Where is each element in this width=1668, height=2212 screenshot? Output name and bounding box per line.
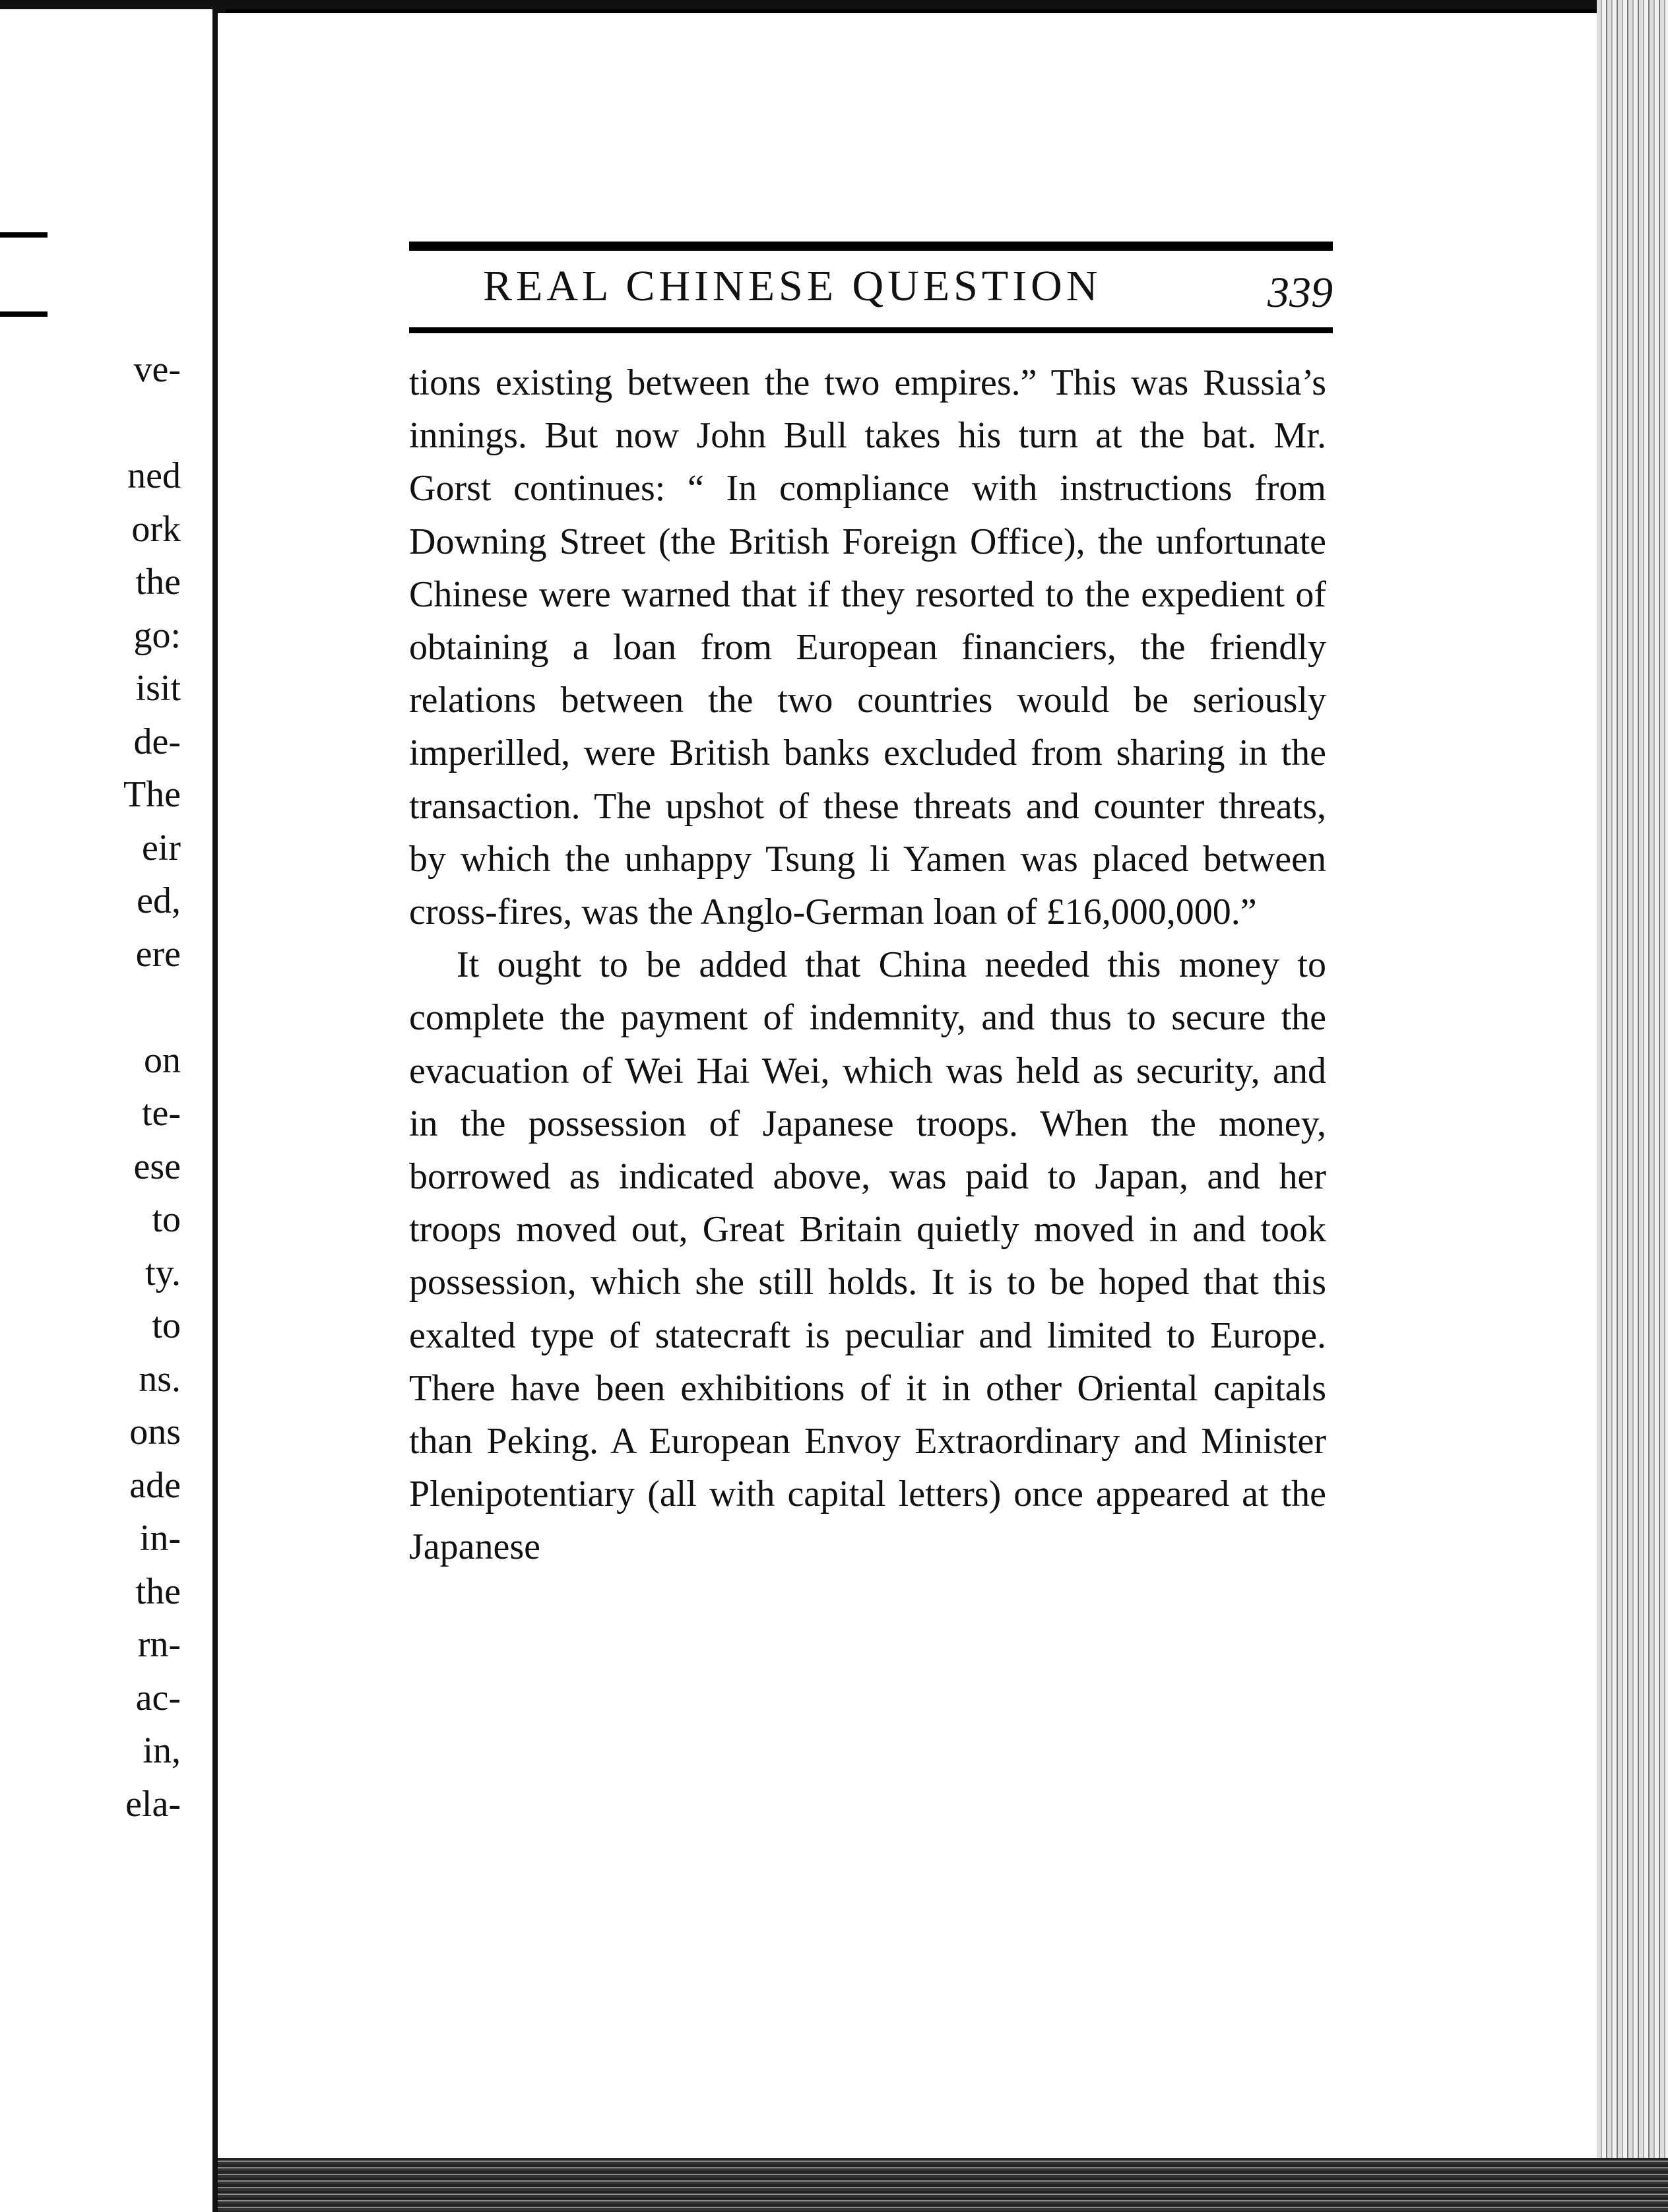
previous-page-text xyxy=(123,343,181,1831)
page-edges-right xyxy=(1597,0,1668,2212)
paragraph-1: tions existing between the two empires.” This was Russia’s innings. But now John Bull takes his turn at the bat. Mr. Gorst continues: “ In compliance with instructions from Downing Street (the British Foreign Office), the unfortunate Chinese were warned that if they resorted to the expedient of obtaining a loan from European financiers, the friendly relations between the two countries would be seriously imperilled, were British banks excluded from sharing in the transaction. The upshot of these threats and counter threats, by which the unhappy Tsung li Yamen was placed between cross-fires, was the Anglo-German loan of £16,000,000.” xyxy=(409,362,1326,933)
previous-page-rule xyxy=(0,311,48,317)
previous-page-line: te- xyxy=(141,1093,181,1134)
previous-page-line: isit xyxy=(135,668,181,709)
head-rule-bottom xyxy=(409,327,1333,333)
previous-page-line: ons xyxy=(129,1412,181,1452)
previous-page-line: ac- xyxy=(135,1677,181,1718)
previous-page-line: in, xyxy=(143,1730,181,1771)
head-rule-top xyxy=(409,242,1333,251)
previous-page-line: go: xyxy=(133,614,181,656)
previous-page-line: ese xyxy=(133,1146,181,1187)
previous-page-line: eir xyxy=(141,827,181,868)
previous-page-line: ve- xyxy=(133,349,181,390)
previous-page-line: ade xyxy=(129,1464,181,1506)
running-head xyxy=(409,242,1333,334)
previous-page-line: ned xyxy=(127,455,181,496)
previous-page-line: ork xyxy=(131,508,181,550)
page-edges-bottom xyxy=(218,2158,1668,2212)
previous-page-line xyxy=(123,397,181,450)
previous-page-line: the xyxy=(135,562,181,602)
body-text xyxy=(409,356,1326,1574)
previous-page-line: ela- xyxy=(125,1783,181,1825)
previous-page-line: to xyxy=(152,1305,181,1346)
previous-page-line: rn- xyxy=(137,1624,181,1665)
previous-page-line: in- xyxy=(139,1518,181,1559)
previous-page-line xyxy=(123,981,181,1034)
previous-page-line: ns. xyxy=(139,1358,181,1400)
page-number: 339 xyxy=(1267,269,1333,317)
previous-page-line: to xyxy=(152,1199,181,1240)
previous-page-line: The xyxy=(123,774,181,815)
previous-page-line: the xyxy=(135,1571,181,1612)
previous-page-line: ere xyxy=(135,933,181,975)
paragraph-2: It ought to be added that China needed this money to complete the payment of indemnity, and thus to secure the evacuation of Wei Hai Wei, which was held as security, and in the possession of Japanese troops. When the money, borrowed as indicated above, was paid to Japan, and her troops moved out, Great Britain quietly moved in and took possession, which she still holds. It is to be hoped that this exalted type of statecraft is peculiar and limited to Europe. There have been exhibitions of it in other Oriental capitals than Peking. A European Envoy Extraordinary and Minister Plenipotentiary (all with capital letters) once appeared at the Japanese xyxy=(409,944,1326,1568)
scan-border-top xyxy=(0,0,1668,9)
previous-page-line: on xyxy=(144,1039,181,1081)
previous-page-edge xyxy=(0,0,212,2212)
previous-page-rule xyxy=(0,232,48,238)
previous-page-line: ty. xyxy=(145,1252,181,1293)
previous-page-line: ed, xyxy=(137,880,181,921)
previous-page-line: de- xyxy=(133,721,181,762)
running-head-title: REAL CHINESE QUESTION xyxy=(483,262,1102,310)
